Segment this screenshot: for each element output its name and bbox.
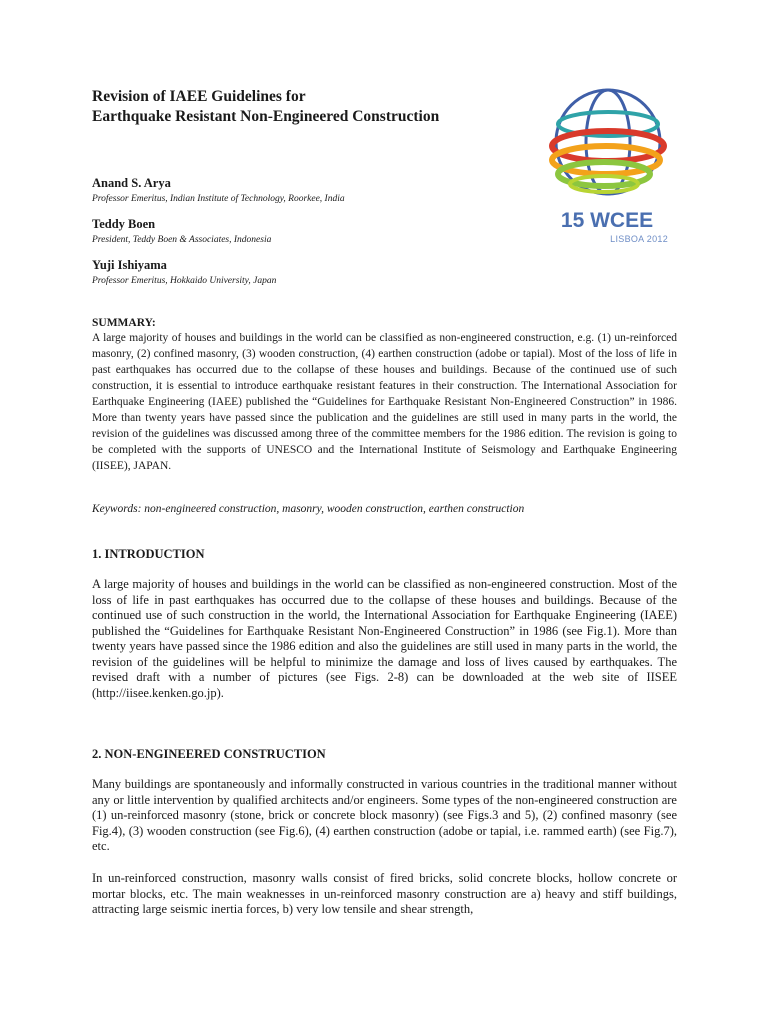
author-list: [92, 176, 522, 299]
author-entry: [92, 258, 522, 299]
summary-block: [92, 316, 677, 474]
author-entry: [92, 176, 522, 217]
author-affiliation: Professor Emeritus, Hokkaido University, Japan: [92, 276, 277, 286]
logo-title: 15 WCEE: [560, 209, 654, 232]
keywords: Keywords: non-engineered construction, masonry, wooden construction, earthen construction: [92, 503, 525, 515]
author-entry: [92, 217, 522, 258]
summary-text: A large majority of houses and buildings in the world can be classified as non-engineered construction, e.g. (1) un-reinforced masonry, (2) confined masonry, (3) wooden construction, (4) earthen construction (adobe or tapial). Most of the loss of life in past earthquakes has occurred due to the collapse of these houses and buildings. Because of the continued use of such construction, it is essential to introduce earthquake resistant features in their construction. The International Association for Earthquake Engineering (IAEE) published the “Guidelines for Earthquake Resistant Non-Engineered Construction” in 1986. More than twenty years have passed since the publication and the guidelines are still used in many parts in the world, the revision of the guidelines was discussed among three of the committee members for the 1986 edition. The revision is going to be completed with the supports of UNESCO and the International Institute of Seismology and Earthquake Engineering (IISEE), JAPAN.: [92, 332, 677, 472]
summary-label: SUMMARY:: [92, 317, 156, 329]
author-name: Teddy Boen: [92, 217, 156, 231]
title-line-2: Earthquake Resistant Non-Engineered Construction: [92, 108, 440, 125]
section-paragraph: In un-reinforced construction, masonry walls consist of fired bricks, solid concrete blocks, hollow concrete or mortar blocks, etc. The main weaknesses in un-reinforced masonry construction are a) heavy and stiff buildings, attracting large seismic inertia forces, b) very low tensile and shear strength,: [92, 871, 677, 916]
section-paragraph: Many buildings are spontaneously and informally constructed in various countries in the traditional manner without any or little intervention by qualified architects and/or engineers. Some types of the non-engineered construction are (1) un-reinforced masonry (stone, brick or concrete block masonry) (see Figs.3 and 5), (2) confined masonry (see Fig.4), (3) wooden construction (see Fig.6), (4) earthen construction (adobe or tapial, i.e. rammed earth) (see Fig.7), etc.: [92, 777, 677, 853]
conference-logo: [546, 80, 678, 250]
section-heading: 1. INTRODUCTION: [92, 547, 205, 561]
globe-rings-icon: [546, 80, 676, 210]
title-line-1: Revision of IAEE Guidelines for: [92, 88, 306, 105]
author-affiliation: President, Teddy Boen & Associates, Indonesia: [92, 235, 272, 245]
author-name: Yuji Ishiyama: [92, 258, 167, 272]
author-affiliation: Professor Emeritus, Indian Institute of Technology, Roorkee, India: [92, 194, 345, 204]
logo-subtitle: LISBOA 2012: [610, 234, 668, 244]
section-paragraph: A large majority of houses and buildings in the world can be classified as non-engineered construction. Most of the loss of life in past earthquakes has occurred due to the collapse of these houses and buildings. Because of the continued use of such construction in the world, the International Association for Earthquake Engineering (IAEE) published the “Guidelines for Earthquake Resistant Non-Engineered Construction” in 1986 (see Fig.1). More than twenty years have passed since the 1986 edition and also the guidelines are still used in many parts in the world, the revision of the guidelines will be helpful to minimize the damage and loss of lives caused by earthquakes. The revised draft with a number of pictures (see Figs. 2-8) can be downloaded at the web site of IISEE (http://iisee.kenken.go.jp).: [92, 577, 677, 700]
author-name: Anand S. Arya: [92, 176, 171, 190]
section-heading: 2. NON-ENGINEERED CONSTRUCTION: [92, 747, 326, 761]
paper-title: [92, 87, 532, 127]
